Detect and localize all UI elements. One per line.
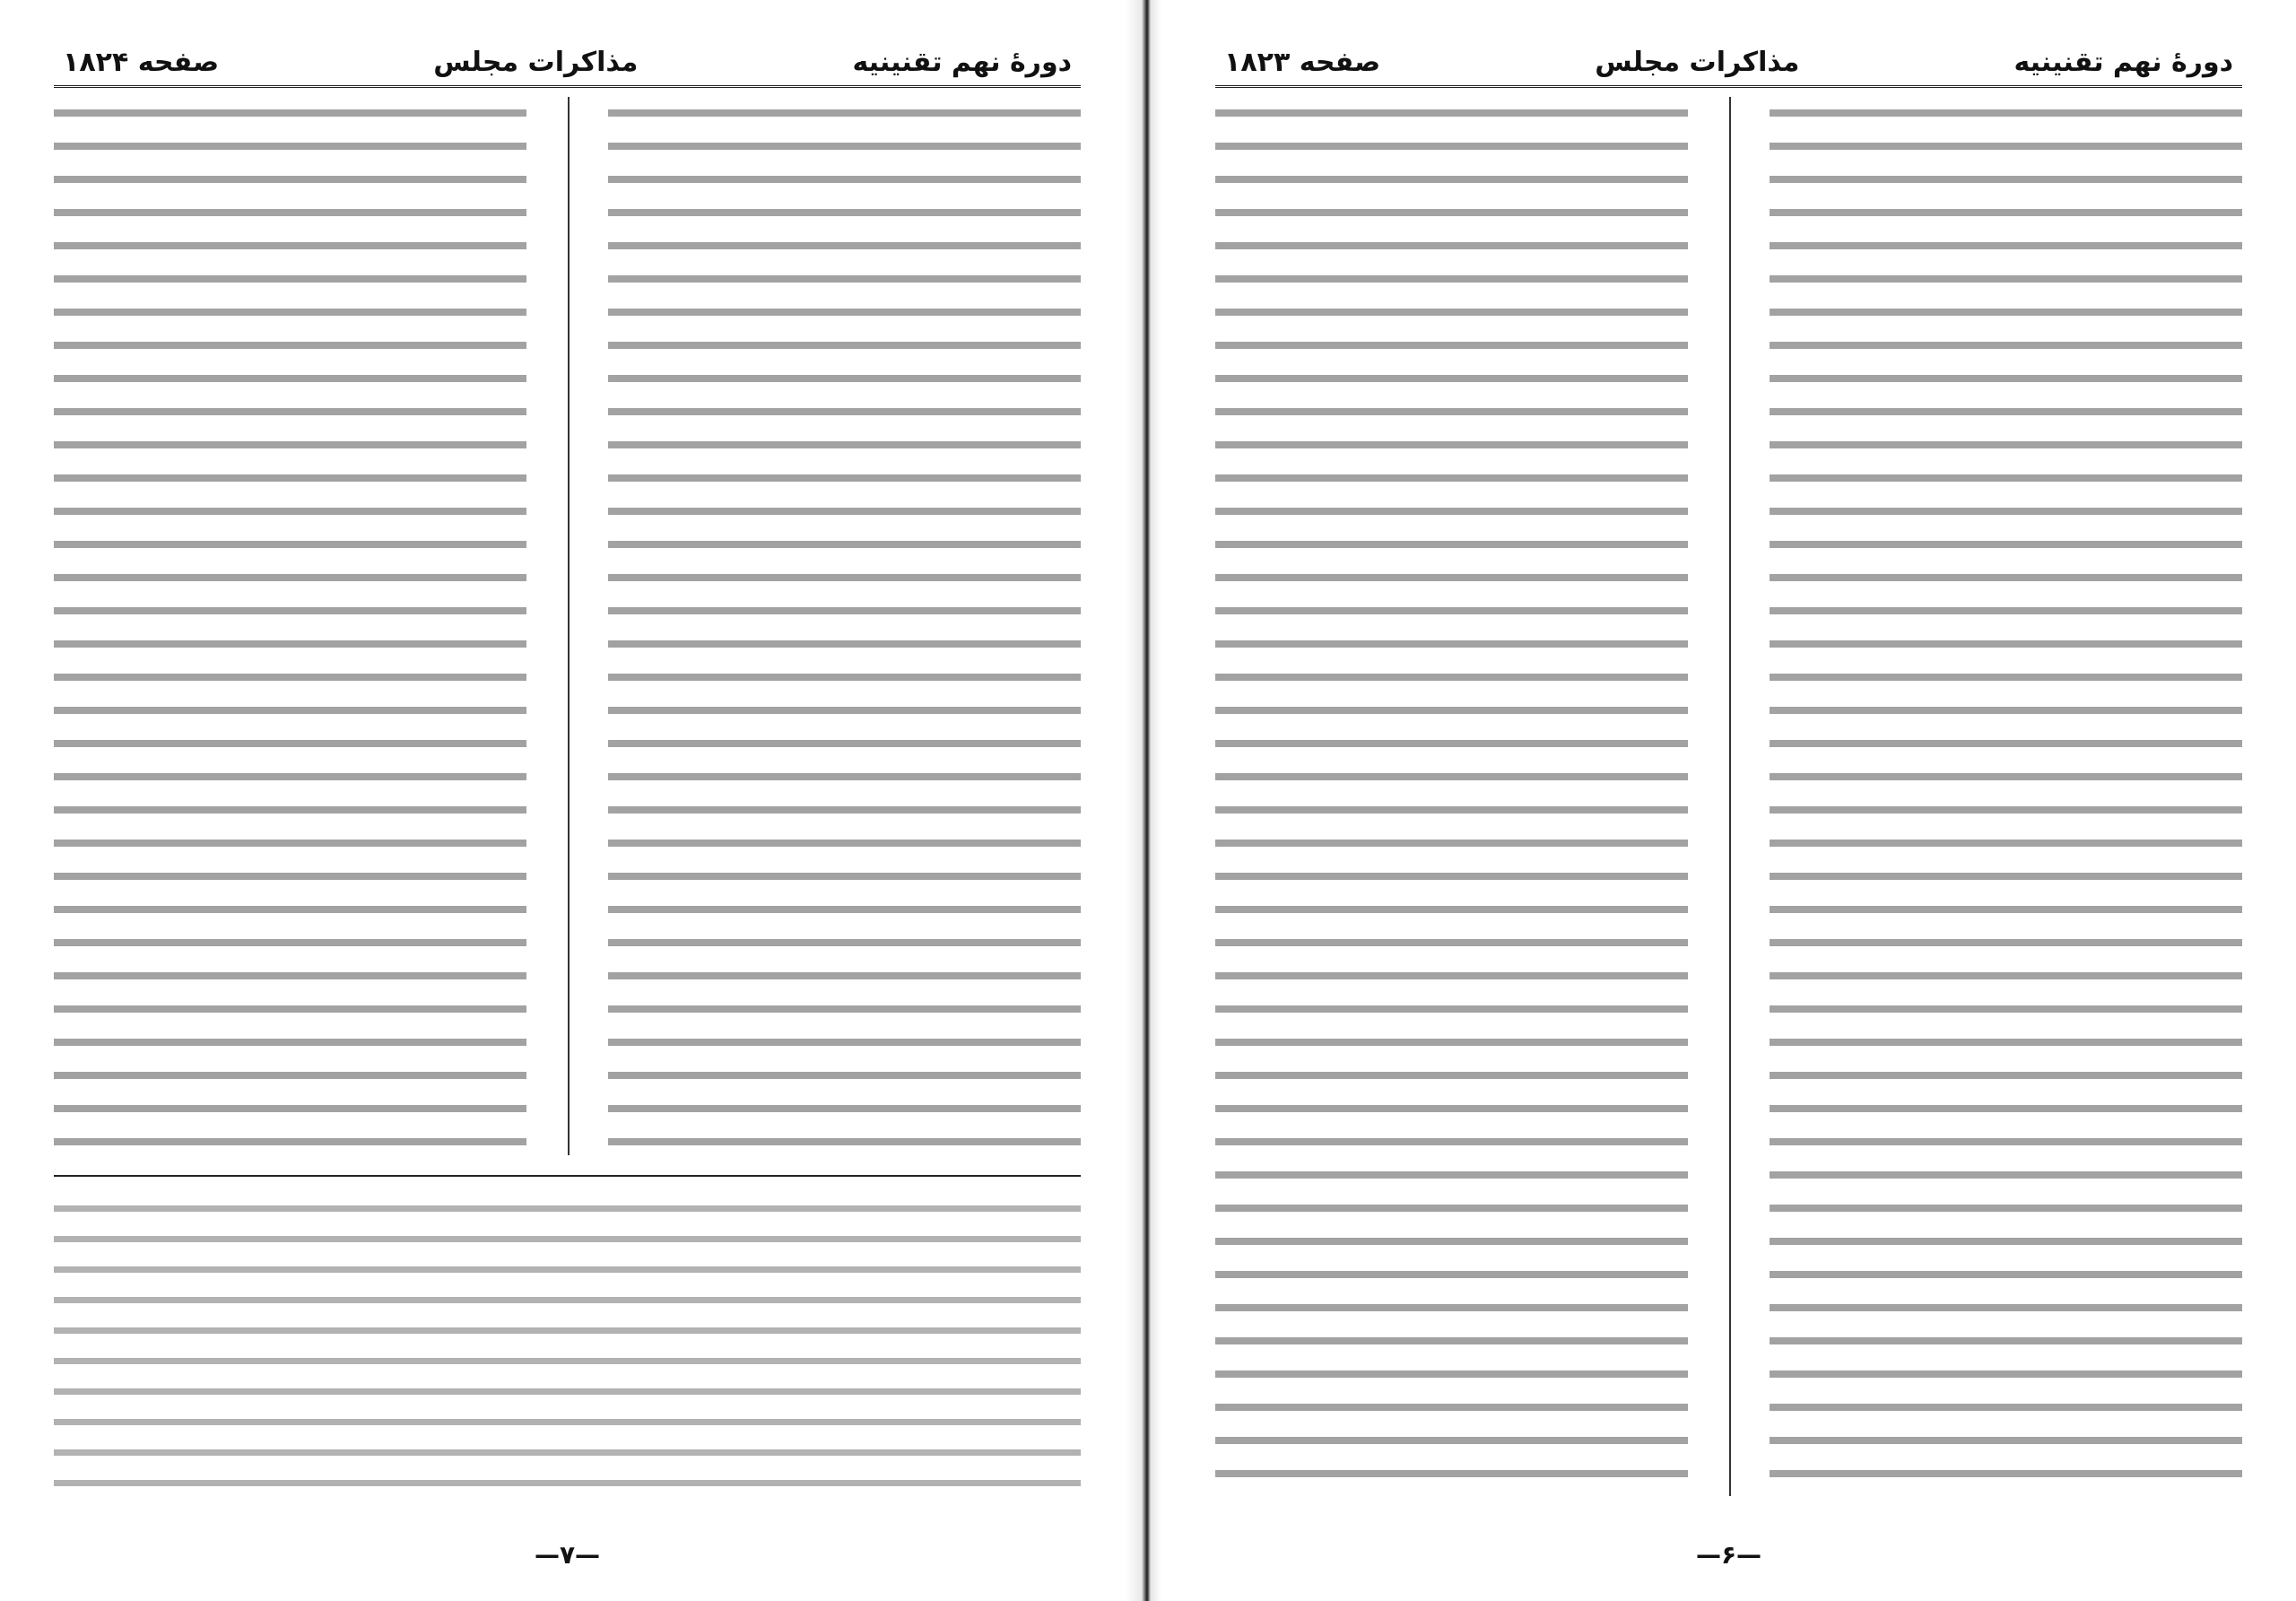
column-rule bbox=[1729, 97, 1731, 1496]
right-title: مذاکرات مجلس bbox=[1595, 47, 1800, 78]
left-page-footer: —۷— bbox=[534, 1540, 601, 1570]
book-gutter bbox=[1126, 0, 1161, 1601]
left-col-left bbox=[54, 97, 526, 1155]
right-page-footer: —۶— bbox=[1695, 1540, 1762, 1570]
text-lines bbox=[1770, 97, 2242, 1496]
footnote-block bbox=[54, 1193, 1081, 1498]
column-rule bbox=[568, 97, 570, 1155]
left-page-number: صفحه ۱۸۲۴ bbox=[63, 47, 220, 78]
right-session: دورهٔ نهم تقنینیه bbox=[2013, 47, 2233, 78]
left-columns bbox=[54, 97, 1081, 1155]
footnote-rule bbox=[54, 1175, 1081, 1177]
left-page bbox=[0, 0, 1135, 1601]
left-col-right bbox=[608, 97, 1081, 1155]
right-page-number: صفحه ۱۸۲۳ bbox=[1224, 47, 1381, 78]
left-title: مذاکرات مجلس bbox=[433, 47, 639, 78]
left-header bbox=[54, 36, 1081, 88]
right-page bbox=[1161, 0, 2296, 1601]
right-columns bbox=[1215, 97, 2242, 1496]
text-lines bbox=[608, 97, 1081, 1155]
right-col-right bbox=[1770, 97, 2242, 1496]
text-lines bbox=[1215, 97, 1688, 1496]
right-header bbox=[1215, 36, 2242, 88]
right-col-left bbox=[1215, 97, 1688, 1496]
left-session: دورهٔ نهم تقنینیه bbox=[852, 47, 1072, 78]
text-lines bbox=[54, 97, 526, 1155]
